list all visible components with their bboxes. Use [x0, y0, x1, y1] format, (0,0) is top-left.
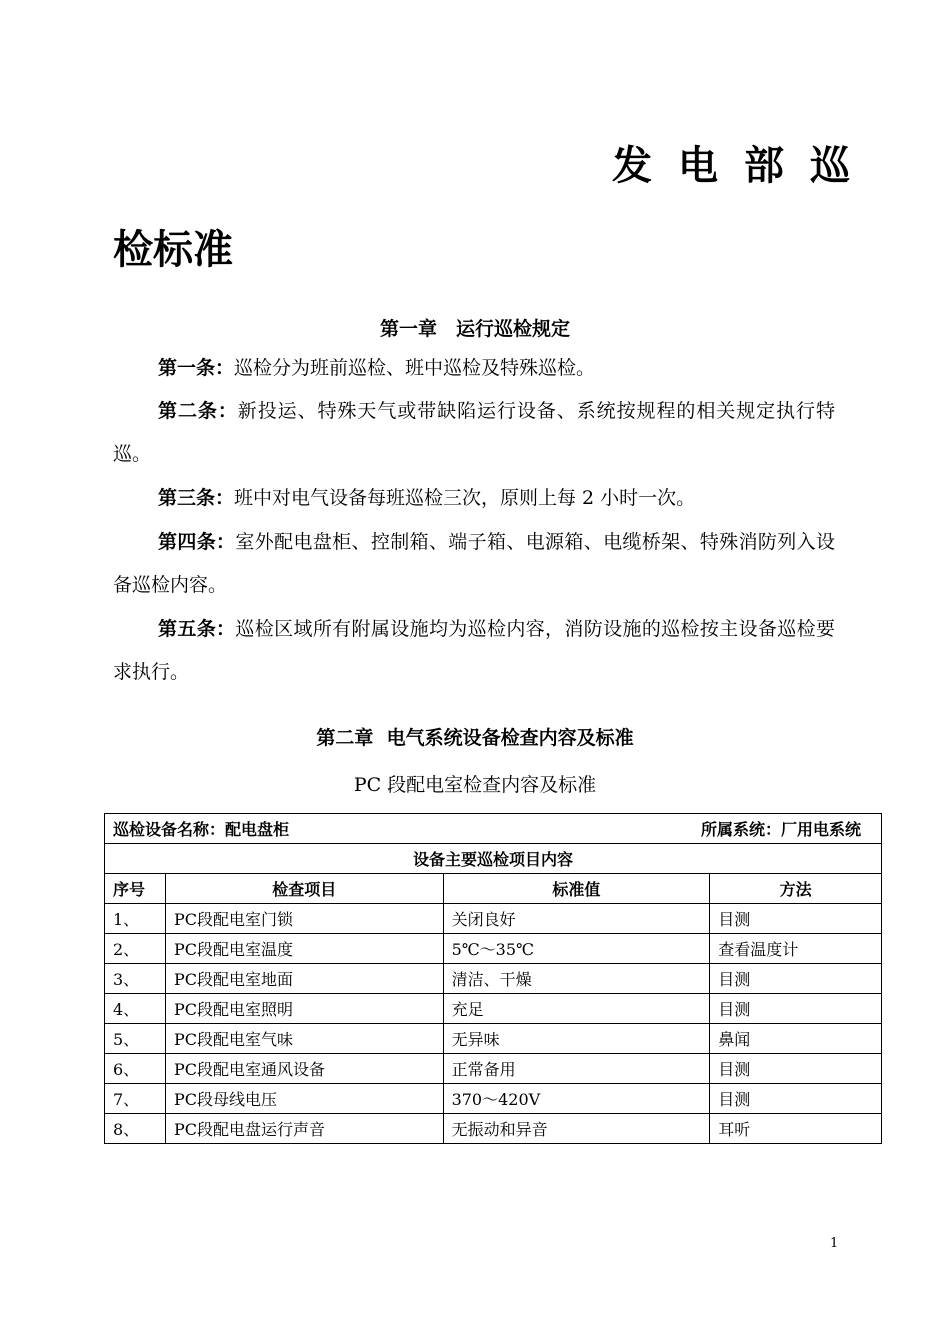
table-row	[105, 1054, 882, 1084]
table-info-row	[105, 814, 882, 844]
table-header-row	[105, 874, 882, 904]
cell-standard: 无振动和异音	[443, 1114, 710, 1144]
table-row	[105, 1114, 882, 1144]
cell-index: 2、	[105, 934, 166, 964]
article-label: 第一条：	[158, 357, 235, 379]
table-row	[105, 994, 882, 1024]
article-text: 班中对电气设备每班巡检三次，原则上每 2 小时一次。	[234, 487, 696, 509]
cell-item: PC段配电室地面	[165, 964, 443, 994]
cell-standard: 5℃～35℃	[443, 934, 710, 964]
article-label: 第二条：	[158, 400, 238, 422]
cell-standard: 充足	[443, 994, 710, 1024]
equipment-name: 巡检设备名称：配电盘柜	[113, 820, 290, 839]
chapter-one-heading: 第一章 运行巡检规定	[379, 318, 570, 340]
cell-standard: 清洁、干燥	[443, 964, 710, 994]
cell-item: PC段配电室气味	[165, 1024, 443, 1054]
column-header: 方法	[710, 874, 882, 904]
cell-item: PC段母线电压	[165, 1084, 443, 1114]
article-label: 第四条：	[158, 531, 236, 553]
table-section-row	[105, 844, 882, 874]
article-text: 室外配电盘柜、控制箱、端子箱、电源箱、电缆桥架、特殊消防列入设备巡检内容。	[113, 531, 835, 596]
article-4	[113, 521, 835, 607]
cell-method: 目测	[710, 904, 882, 934]
cell-item: PC段配电盘运行声音	[165, 1114, 443, 1144]
column-header: 标准值	[443, 874, 710, 904]
cell-standard: 370～420V	[443, 1084, 710, 1114]
article-3	[113, 477, 835, 520]
inspection-table	[104, 813, 882, 1144]
table-row	[105, 934, 882, 964]
article-label: 第五条：	[158, 618, 236, 640]
cell-standard: 正常备用	[443, 1054, 710, 1084]
cell-method: 目测	[710, 1084, 882, 1114]
table-subtitle: PC 段配电室检查内容及标准	[353, 774, 597, 796]
cell-index: 5、	[105, 1024, 166, 1054]
column-header: 序号	[105, 874, 166, 904]
table-row	[105, 904, 882, 934]
article-5	[113, 608, 835, 694]
cell-method: 耳听	[710, 1114, 882, 1144]
cell-method: 目测	[710, 964, 882, 994]
article-text: 新投运、特殊天气或带缺陷运行设备、系统按规程的相关规定执行特巡。	[113, 400, 835, 465]
article-label: 第三条：	[158, 487, 235, 509]
cell-index: 3、	[105, 964, 166, 994]
cell-method: 查看温度计	[710, 934, 882, 964]
table-row	[105, 1084, 882, 1114]
cell-index: 1、	[105, 904, 166, 934]
cell-item: PC段配电室门锁	[165, 904, 443, 934]
table-row	[105, 1024, 882, 1054]
cell-item: PC段配电室照明	[165, 994, 443, 1024]
section-title: 设备主要巡检项目内容	[105, 844, 882, 874]
cell-index: 8、	[105, 1114, 166, 1144]
column-header: 检查项目	[165, 874, 443, 904]
cell-standard: 关闭良好	[443, 904, 710, 934]
cell-method: 鼻闻	[710, 1024, 882, 1054]
article-1	[113, 347, 835, 390]
cell-standard: 无异味	[443, 1024, 710, 1054]
page-number: 1	[830, 1236, 839, 1251]
cell-item: PC段配电室通风设备	[165, 1054, 443, 1084]
cell-item: PC段配电室温度	[165, 934, 443, 964]
cell-index: 7、	[105, 1084, 166, 1114]
table-row	[105, 964, 882, 994]
chapter-two-heading: 第二章 电气系统设备检查内容及标准	[316, 727, 634, 749]
article-text: 巡检区域所有附属设施均为巡检内容，消防设施的巡检按主设备巡检要求执行。	[113, 618, 835, 683]
document-title-line1: 发电部巡	[612, 143, 876, 189]
article-2	[113, 390, 835, 476]
cell-method: 目测	[710, 1054, 882, 1084]
cell-index: 4、	[105, 994, 166, 1024]
cell-method: 目测	[710, 994, 882, 1024]
document-title-line2: 检标准	[113, 227, 233, 273]
article-text: 巡检分为班前巡检、班中巡检及特殊巡检。	[234, 357, 596, 379]
system-name: 所属系统：厂用电系统	[700, 820, 861, 839]
cell-index: 6、	[105, 1054, 166, 1084]
